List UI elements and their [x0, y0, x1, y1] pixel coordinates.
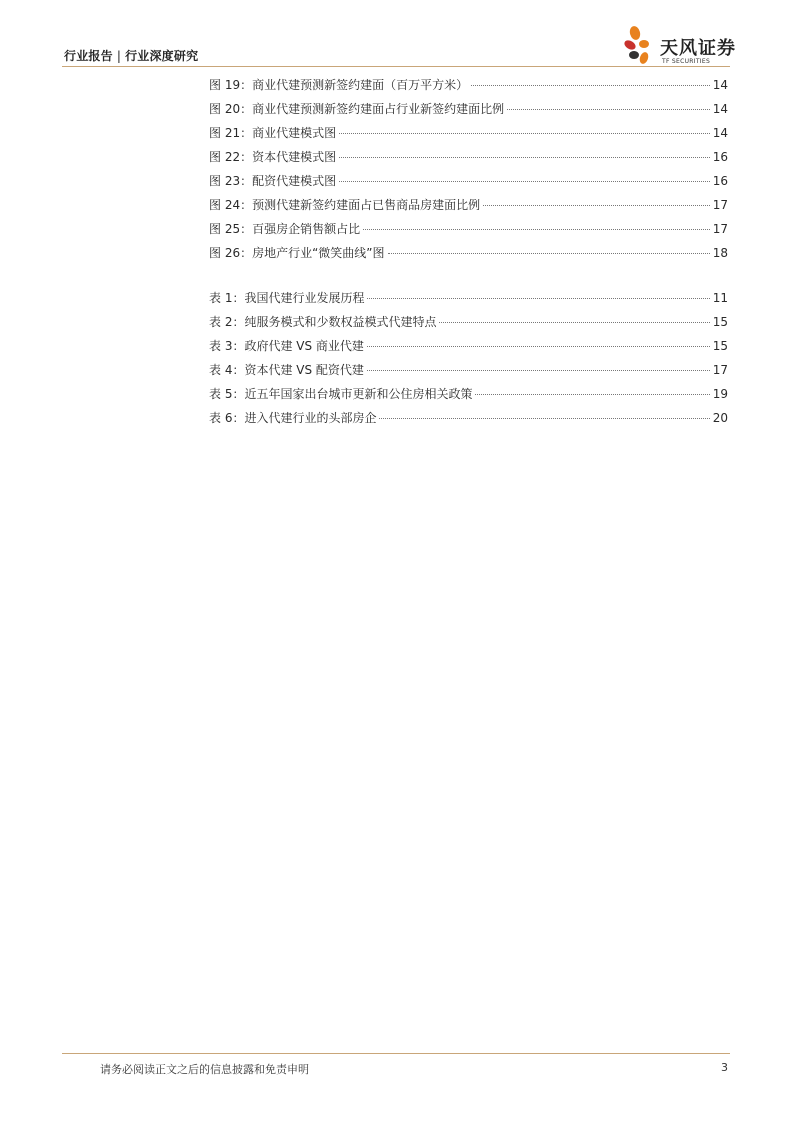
entry-page: 14 — [712, 102, 728, 116]
entry-label: 图 23： — [209, 174, 253, 188]
dot-leader — [483, 205, 710, 206]
toc-entry[interactable] — [209, 337, 728, 361]
dot-leader — [339, 157, 710, 158]
entry-page: 15 — [712, 315, 728, 329]
entry-title: 资本代建 VS 配资代建 — [244, 363, 364, 377]
entry-label: 表 3： — [209, 339, 245, 353]
dot-leader — [367, 298, 709, 299]
dot-leader — [471, 85, 710, 86]
entry-page: 14 — [712, 126, 728, 140]
toc-entry[interactable] — [209, 220, 728, 244]
toc-entry[interactable] — [209, 313, 728, 337]
dot-leader — [388, 253, 710, 254]
toc-entry[interactable] — [209, 385, 728, 409]
entry-title: 资本代建模式图 — [252, 150, 337, 164]
footer-divider — [62, 1053, 730, 1054]
entry-title: 商业代建预测新签约建面（百万平方米） — [252, 78, 469, 92]
dot-leader — [507, 109, 710, 110]
dot-leader — [339, 133, 710, 134]
entry-page: 14 — [712, 78, 728, 92]
report-category: 行业报告 — [64, 49, 113, 63]
entry-page: 19 — [712, 387, 728, 401]
logo-english-name: TF SECURITIES — [662, 58, 711, 65]
dot-leader — [367, 370, 710, 371]
dot-leader — [363, 229, 710, 230]
entry-title: 进入代建行业的头部房企 — [244, 411, 377, 425]
toc-entry[interactable] — [209, 289, 728, 313]
entry-label: 表 4： — [209, 363, 245, 377]
entry-label: 表 5： — [209, 387, 245, 401]
entry-page: 17 — [712, 363, 728, 377]
dot-leader — [339, 181, 710, 182]
toc-entry[interactable] — [209, 100, 728, 124]
entry-label: 图 22： — [209, 150, 253, 164]
toc-entry[interactable] — [209, 124, 728, 148]
entry-page: 11 — [712, 291, 728, 305]
toc-entry[interactable] — [209, 409, 728, 433]
logo-chinese-name: 天风证券 — [660, 38, 736, 59]
toc-entry[interactable] — [209, 148, 728, 172]
entry-page: 17 — [712, 222, 728, 236]
dot-leader — [439, 322, 709, 323]
toc-entry[interactable] — [209, 172, 728, 196]
header-separator: | — [116, 49, 122, 63]
table-index — [209, 289, 728, 433]
entry-page: 15 — [712, 339, 728, 353]
entry-page: 16 — [712, 150, 728, 164]
entry-page: 16 — [712, 174, 728, 188]
logo-mark-icon — [622, 24, 658, 70]
entry-page: 20 — [712, 411, 728, 425]
toc-entry[interactable] — [209, 196, 728, 220]
entry-label: 图 24： — [209, 198, 253, 212]
toc-entry[interactable] — [209, 76, 728, 100]
entry-label: 表 1： — [209, 291, 245, 305]
entry-label: 图 19： — [209, 78, 253, 92]
entry-title: 纯服务模式和少数权益模式代建特点 — [244, 315, 437, 329]
entry-label: 图 25： — [209, 222, 253, 236]
entry-title: 商业代建预测新签约建面占行业新签约建面比例 — [252, 102, 505, 116]
footer-disclaimer: 请务必阅读正文之后的信息披露和免责申明 — [100, 1063, 309, 1076]
entry-label: 图 20： — [209, 102, 253, 116]
toc-entry[interactable] — [209, 361, 728, 385]
report-header — [64, 47, 198, 64]
entry-page: 18 — [712, 246, 728, 260]
page-number: 3 — [721, 1061, 728, 1074]
entry-title: 商业代建模式图 — [252, 126, 337, 140]
entry-title: 房地产行业“微笑曲线”图 — [252, 246, 385, 260]
dot-leader — [367, 346, 710, 347]
entry-label: 图 26： — [209, 246, 253, 260]
entry-label: 表 6： — [209, 411, 245, 425]
entry-label: 表 2： — [209, 315, 245, 329]
entry-title: 近五年国家出台城市更新和公住房相关政策 — [244, 387, 473, 401]
entry-title: 我国代建行业发展历程 — [244, 291, 365, 305]
header-divider — [62, 66, 730, 67]
dot-leader — [475, 394, 709, 395]
toc-entry[interactable] — [209, 244, 728, 268]
entry-title: 百强房企销售额占比 — [252, 222, 361, 236]
entry-label: 图 21： — [209, 126, 253, 140]
entry-title: 配资代建模式图 — [252, 174, 337, 188]
entry-page: 17 — [712, 198, 728, 212]
dot-leader — [379, 418, 709, 419]
figure-index — [209, 76, 728, 268]
report-subcategory: 行业深度研究 — [125, 49, 199, 63]
entry-title: 预测代建新签约建面占已售商品房建面比例 — [252, 198, 481, 212]
entry-title: 政府代建 VS 商业代建 — [244, 339, 364, 353]
tf-securities-logo — [622, 24, 737, 70]
